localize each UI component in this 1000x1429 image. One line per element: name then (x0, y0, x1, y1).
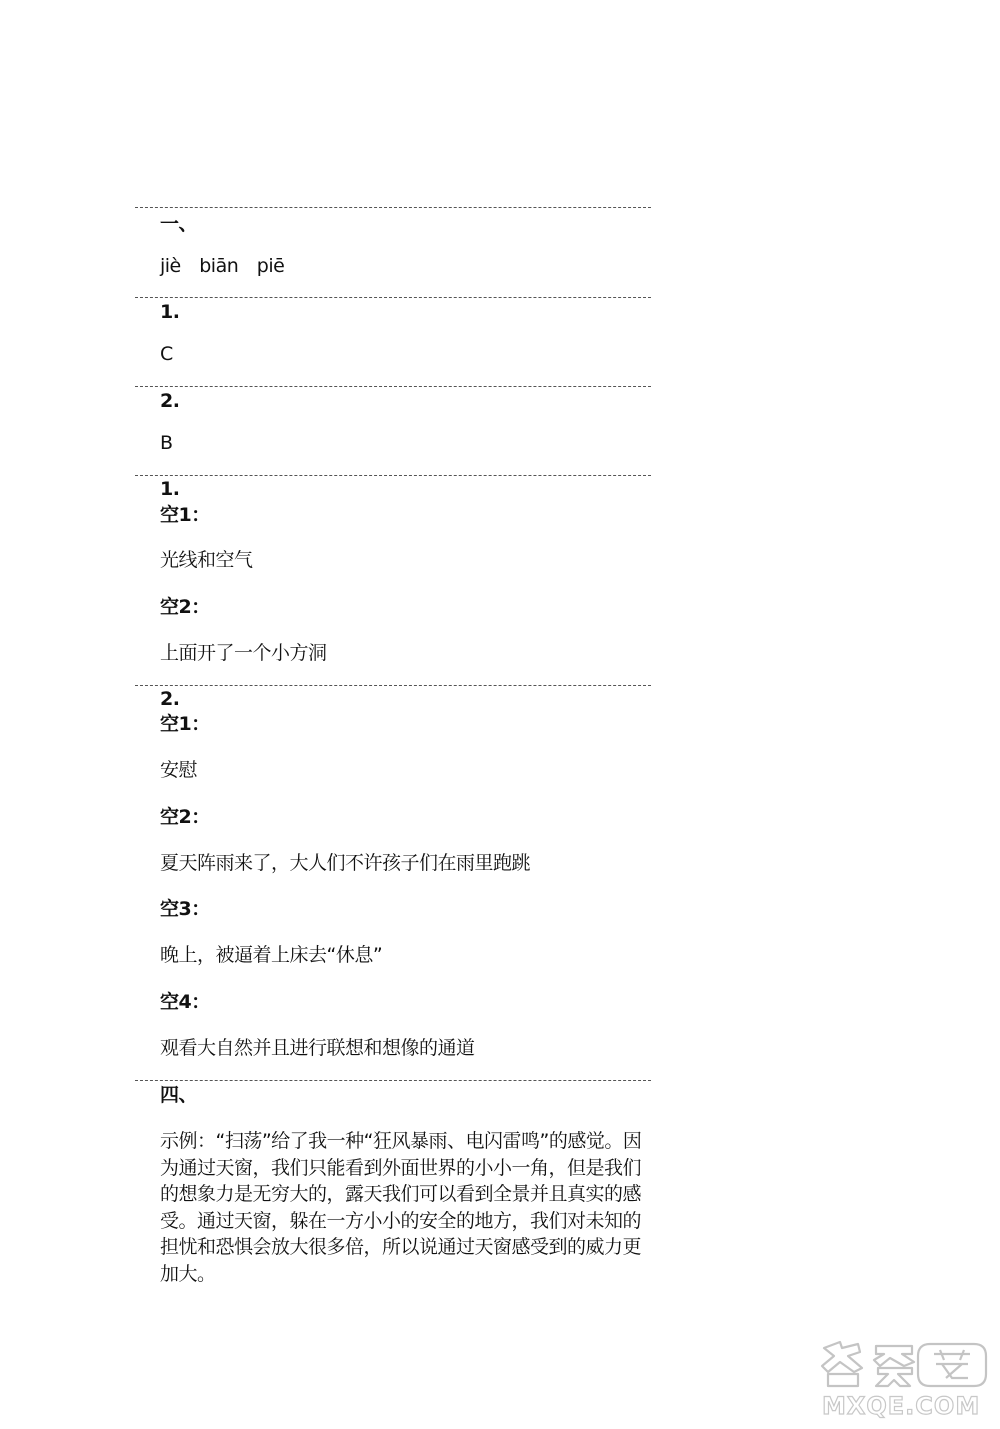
section-heading: 四、 (160, 1084, 198, 1106)
section-divider (135, 1080, 651, 1081)
blank-label: 空1： (160, 504, 210, 526)
blank-label: 空3： (160, 898, 210, 920)
section-divider (135, 297, 651, 298)
section-divider (135, 386, 651, 387)
question-number: 2. (160, 390, 180, 412)
pinyin-answer: jiè biān piē (160, 255, 285, 277)
blank-label: 空2： (160, 596, 210, 618)
choice-answer: B (160, 432, 173, 454)
blank-label: 空1： (160, 713, 210, 735)
blank-answer: 安慰 (160, 759, 198, 781)
question-number: 1. (160, 478, 180, 500)
section-divider (135, 475, 651, 476)
section-divider (135, 685, 651, 686)
blank-label: 空2： (160, 806, 210, 828)
blank-answer: 夏天阵雨来了，大人们不许孩子们在雨里跑跳 (160, 852, 531, 874)
section-heading: 一、 (160, 213, 198, 235)
section-divider (135, 207, 651, 208)
blank-answer: 观看大自然并且进行联想和想像的通道 (160, 1037, 475, 1059)
blank-answer: 晚上，被逼着上床去“休息” (160, 944, 383, 966)
essay-answer: 示例：“扫荡”给了我一种“狂风暴雨、电闪雷鸣”的感觉。因为通过天窗，我们只能看到外面世界的小小一角，但是我们的想象力是无穷大的，露天我们可以看到全景并且真实的感受。通过天窗，躲在一方小小的安全的地方，我们对未知的担忧和恐惧会放大很多倍，所以说通过天窗感受到的威力更加大。 (160, 1130, 642, 1285)
choice-answer: C (160, 343, 173, 365)
blank-answer: 上面开了一个小方洞 (160, 642, 327, 664)
blank-answer: 光线和空气 (160, 549, 253, 571)
blank-label: 空4： (160, 991, 210, 1013)
watermark-logo (818, 1338, 990, 1390)
question-number: 2. (160, 688, 180, 710)
watermark (818, 1338, 990, 1424)
watermark-url: MXQE.COM (822, 1392, 981, 1420)
question-number: 1. (160, 301, 180, 323)
